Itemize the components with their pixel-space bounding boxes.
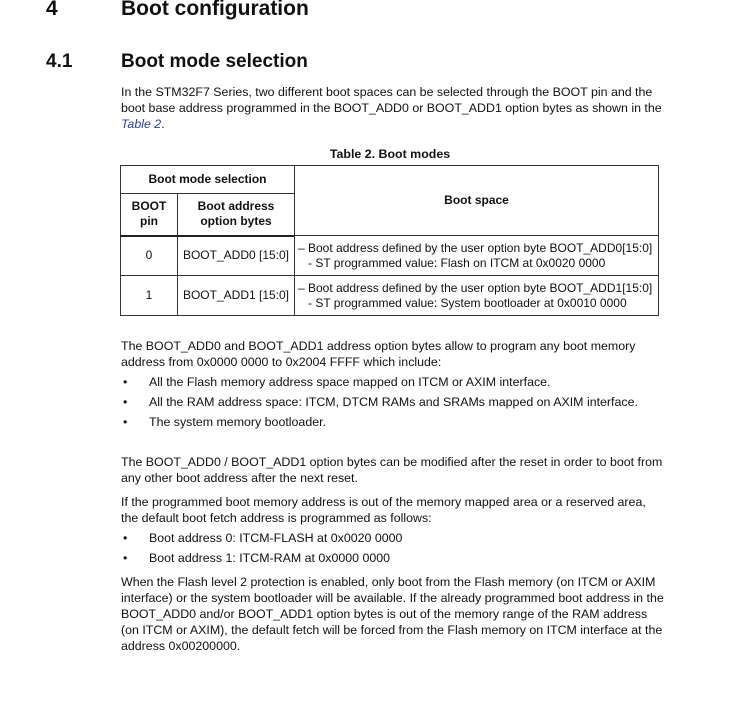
cell-address: BOOT_ADD0 [15:0] — [178, 236, 295, 276]
bullet-list-default-addresses — [121, 530, 666, 566]
boot-space-line-2: - ST programmed value: System bootloader at 0x0010 0000 — [308, 295, 627, 310]
list-item: • All the RAM address space: ITCM, DTCM RAMs and SRAMs mapped on AXIM interface. — [123, 395, 638, 409]
cell-boot-space — [295, 276, 659, 316]
list-item: • The system memory bootloader. — [123, 415, 326, 429]
bullet-icon: • — [123, 395, 128, 409]
paragraph-flash-protection: When the Flash level 2 protection is enabled, only boot from the Flash memory (on ITCM or AXIM interface) or the system bootloader will be available. If the already programmed boot address in the BOOT_ADD0 and/or BOOT_ADD1 option bytes is out of the memory range of the RAM address (on ITCM or AXIM), the default fetch will be forced from the Flash memory on ITCM interface at the address 0x00200000. — [121, 575, 664, 653]
header-boot-mode-selection: Boot mode selection — [121, 166, 295, 194]
list-item: • All the Flash memory address space mapped on ITCM or AXIM interface. — [123, 375, 551, 389]
header-boot-space: Boot space — [295, 166, 659, 236]
subsection-number: 4.1 — [46, 51, 73, 72]
intro-paragraph — [121, 84, 666, 132]
header-boot-address: Boot address option bytes — [178, 194, 295, 236]
paragraph-default-boot: If the programmed boot memory address is out of the memory mapped area or a reserved area, the default boot fetch address is programmed as follows: — [121, 495, 646, 525]
table-row — [121, 236, 659, 276]
bullet-list-address-spaces — [121, 374, 666, 430]
table-caption: Table 2. Boot modes — [329, 147, 451, 161]
header-boot-pin: BOOT pin — [121, 194, 178, 236]
section-heading — [0, 0, 732, 27]
subsection-heading — [0, 51, 732, 77]
bullet-icon: • — [123, 415, 128, 429]
table-2-link[interactable]: Table 2 — [121, 117, 162, 131]
section-number: 4 — [46, 0, 58, 20]
subsection-title: Boot mode selection — [121, 51, 308, 72]
bullet-icon: • — [123, 551, 128, 565]
paragraph-modify-option-bytes: The BOOT_ADD0 / BOOT_ADD1 option bytes can be modified after the reset in order to boot from any other boot address after the next reset. — [121, 455, 663, 485]
list-item: • Boot address 0: ITCM-FLASH at 0x0020 0000 — [123, 531, 403, 545]
boot-space-line-1: – Boot address defined by the user option byte BOOT_ADD1[15:0] — [298, 280, 653, 295]
intro-text: In the STM32F7 Series, two different boot spaces can be selected through the BOOT pin and the boot base address programmed in the BOOT_ADD0 or BOOT_ADD1 option bytes as shown in the — [121, 85, 662, 115]
section-title: Boot configuration — [121, 0, 309, 20]
intro-end: . — [161, 117, 165, 131]
list-item: • Boot address 1: ITCM-RAM at 0x0000 0000 — [123, 551, 391, 565]
table-row — [121, 276, 659, 316]
boot-modes-table — [120, 165, 659, 316]
boot-space-line-1: – Boot address defined by the user option byte BOOT_ADD0[15:0] — [298, 240, 653, 255]
boot-space-line-2: - ST programmed value: Flash on ITCM at 0x0020 0000 — [308, 255, 606, 270]
cell-pin: 0 — [121, 236, 178, 276]
cell-pin: 1 — [121, 276, 178, 316]
bullet-icon: • — [123, 375, 128, 389]
paragraph-option-bytes: The BOOT_ADD0 and BOOT_ADD1 address option bytes allow to program any boot memory address from 0x0000 0000 to 0x2004 FFFF which include: — [121, 339, 636, 369]
cell-address: BOOT_ADD1 [15:0] — [178, 276, 295, 316]
bullet-icon: • — [123, 531, 128, 545]
cell-boot-space — [295, 236, 659, 276]
